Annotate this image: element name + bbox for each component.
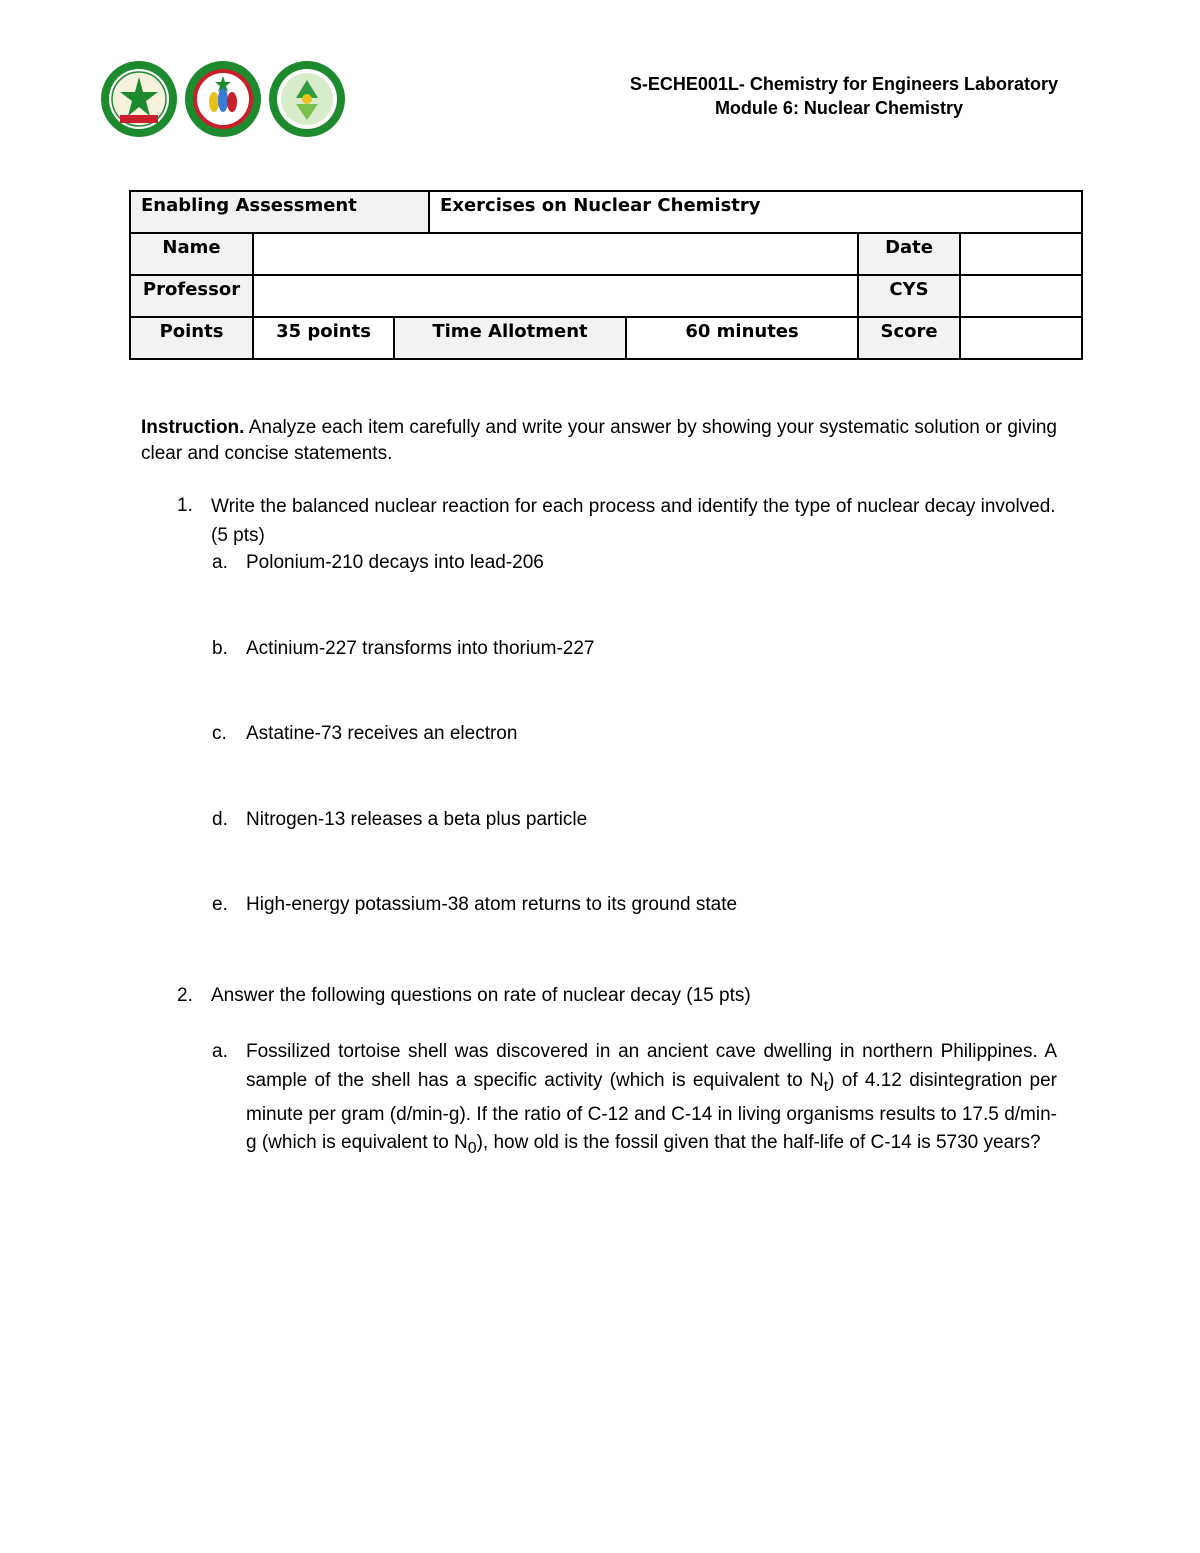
score-label: Score — [858, 317, 960, 359]
question-text: Answer the following questions on rate of nuclear decay (15 pts) — [211, 985, 751, 1006]
question-1a — [141, 550, 1057, 576]
item-letter: e. — [212, 894, 228, 915]
item-text: Nitrogen-13 releases a beta plus particle — [246, 809, 588, 830]
item-text: Polonium-210 decays into lead-206 — [246, 552, 544, 573]
question-text: Write the balanced nuclear reaction for each process and identify the type of nuclear decay involved. (5 pts) — [211, 496, 1056, 546]
item-text-part3: ), how old is the fossil given that the half-life of C-14 is 5730 years? — [476, 1132, 1041, 1154]
item-text: Astatine-73 receives an electron — [246, 723, 518, 744]
assessment-title: Exercises on Nuclear Chemistry — [429, 191, 1082, 233]
date-field[interactable] — [960, 233, 1082, 275]
question-2a — [141, 1038, 1057, 1164]
points-label: Points — [130, 317, 253, 359]
item-letter: a. — [212, 552, 228, 573]
professor-field[interactable] — [253, 275, 858, 317]
item-letter: b. — [212, 638, 228, 659]
subscript-0: 0 — [467, 1140, 477, 1158]
question-number: 2. — [177, 985, 193, 1006]
date-label: Date — [858, 233, 960, 275]
subscript-t: t — [823, 1077, 829, 1095]
item-letter: c. — [212, 723, 227, 744]
item-letter: a. — [212, 1041, 228, 1062]
course-title: S-ECHE001L- Chemistry for Engineers Laboratory — [629, 74, 1058, 94]
score-field[interactable] — [960, 317, 1082, 359]
cys-label: CYS — [858, 275, 960, 317]
cys-field[interactable] — [960, 275, 1082, 317]
table-row — [130, 275, 1082, 317]
assessment-label: Enabling Assessment — [130, 191, 429, 233]
question-1b — [141, 636, 1057, 662]
name-label: Name — [130, 233, 253, 275]
table-row — [130, 233, 1082, 275]
time-allotment-label: Time Allotment — [394, 317, 626, 359]
question-2 — [141, 983, 1057, 1009]
logo-group — [100, 60, 345, 138]
university-seal-logo — [100, 60, 178, 138]
instruction-text: Analyze each item carefully and write your answer by showing your systematic solution or giving clear and concise statements. — [141, 417, 1057, 464]
instruction-label: Instruction. — [141, 417, 245, 438]
module-title: Module 6: Nuclear Chemistry — [714, 98, 963, 118]
name-field[interactable] — [253, 233, 858, 275]
time-allotment-value: 60 minutes — [626, 317, 858, 359]
document-header — [630, 72, 1058, 120]
table-row — [130, 317, 1082, 359]
instruction-paragraph — [141, 415, 1057, 467]
assessment-content — [141, 415, 1057, 1164]
item-text: Actinium-227 transforms into thorium-227 — [246, 638, 595, 659]
question-1 — [141, 493, 1057, 550]
question-number: 1. — [177, 495, 193, 516]
professor-label: Professor — [130, 275, 253, 317]
points-value: 35 points — [253, 317, 394, 359]
department-seal-logo — [268, 60, 346, 138]
item-text-part2: ) of 4.12 disintegration per minute per gram (d/min-g). If the ratio of C-12 and C-14 in living organisms results to 17.5 d/min-g (which is equivalent to N — [246, 1069, 1057, 1154]
college-seal-logo — [184, 60, 262, 138]
question-1c — [141, 721, 1057, 747]
item-text-part1: Fossilized tortoise shell was discovered in an ancient cave dwelling in northern Philippines. A sample of the shell has a specific activity (which is equivalent to N — [246, 1041, 1057, 1091]
item-letter: d. — [212, 809, 228, 830]
assessment-info-table — [129, 190, 1083, 360]
question-1d — [141, 807, 1057, 833]
item-text: High-energy potassium-38 atom returns to its ground state — [246, 894, 738, 915]
question-1e — [141, 892, 1057, 918]
table-row — [130, 191, 1082, 233]
